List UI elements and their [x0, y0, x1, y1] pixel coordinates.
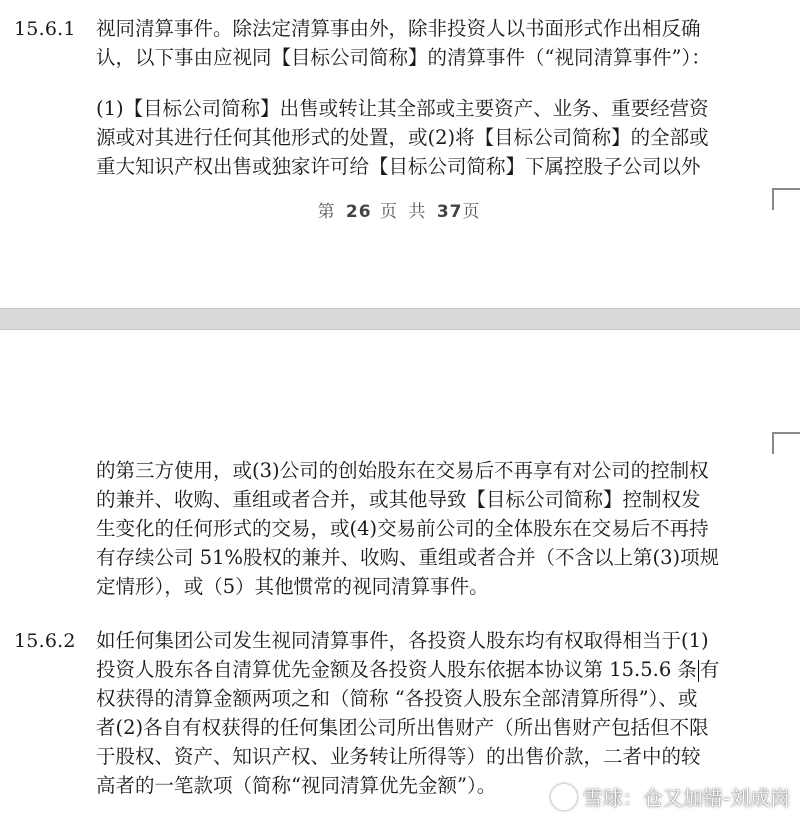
footer-current-page: 26 — [345, 202, 372, 222]
clause-15-6-1-line-2: 认，以下事由应视同【目标公司简称】的清算事件（“视同清算事件”）： — [96, 46, 711, 69]
footer-suffix: 页 — [462, 202, 483, 222]
snowball-logo-icon — [551, 784, 577, 810]
clause-15-6-2-line-2-tail: 有 — [699, 658, 720, 681]
continued-line-1: 的第三方使用，或(3)公司的创始股东在交易后不再享有对公司的控制权 — [96, 459, 709, 482]
clause-15-6-2-line-2 — [96, 655, 719, 684]
continued-line-2: 的兼并、收购、重组或者合并，或其他导致【目标公司简称】控制权发 — [96, 488, 701, 511]
page-break-gap — [0, 308, 800, 330]
paragraph-line-2: 源或对其进行任何其他形式的处置，或(2)将【目标公司简称】的全部或 — [96, 126, 709, 149]
footer-middle: 页 共 — [380, 202, 429, 222]
text-cursor[interactable] — [698, 660, 699, 682]
paragraph-line-1: (1)【目标公司简称】出售或转让其全部或主要资产、业务、重要经营资 — [96, 97, 709, 120]
footer-prefix: 第 — [317, 202, 338, 222]
clause-15-6-2-line-4: 者(2)各自有权获得的任何集团公司所出售财产（所出售财产包括但不限 — [96, 716, 709, 739]
clause-15-6-2-line-6: 高者的一笔款项（简称“视同清算优先金额”）。 — [96, 774, 497, 797]
page-corner-mark — [772, 432, 800, 454]
document-page-27 — [0, 330, 800, 817]
continued-line-4: 有存续公司 51%股权的兼并、收购、重组或者合并（不含以上第(3)项规 — [96, 546, 720, 569]
clause-15-6-1-line-1: 视同清算事件。除法定清算事由外，除非投资人以书面形式作出相反确 — [96, 17, 701, 40]
clause-15-6-2-line-1: 如任何集团公司发生视同清算事件，各投资人股东均有权取得相当于(1) — [96, 629, 709, 652]
page-corner-mark — [772, 188, 800, 210]
clause-15-6-2-line-3: 权获得的清算金额两项之和（简称 “各投资人股东全部清算所得”）、或 — [96, 687, 698, 710]
clause-number-15-6-2: 15.6.2 — [14, 630, 76, 652]
paragraph-line-3: 重大知识产权出售或独家许可给【目标公司简称】下属控股子公司以外 — [96, 155, 701, 178]
footer-total-pages: 37 — [436, 202, 463, 222]
clause-15-6-2-line-5: 于股权、资产、知识产权、业务转让所得等）的出售价款，二者中的较 — [96, 745, 701, 768]
watermark — [551, 782, 790, 811]
clause-number-15-6-1: 15.6.1 — [14, 18, 76, 40]
document-page-26 — [0, 0, 800, 308]
continued-line-3: 生变化的任何形式的交易，或(4)交易前公司的全体股东在交易后不再持 — [96, 517, 709, 540]
watermark-text: 雪球：仓又加错-刘成岗 — [582, 786, 790, 810]
page-number-footer — [0, 197, 800, 222]
continued-line-5: 定情形），或（5）其他惯常的视同清算事件。 — [96, 575, 489, 598]
clause-15-6-2-line-2-text: 投资人股东各自清算优先金额及各投资人股东依据本协议第 15.5.6 条 — [96, 658, 697, 681]
